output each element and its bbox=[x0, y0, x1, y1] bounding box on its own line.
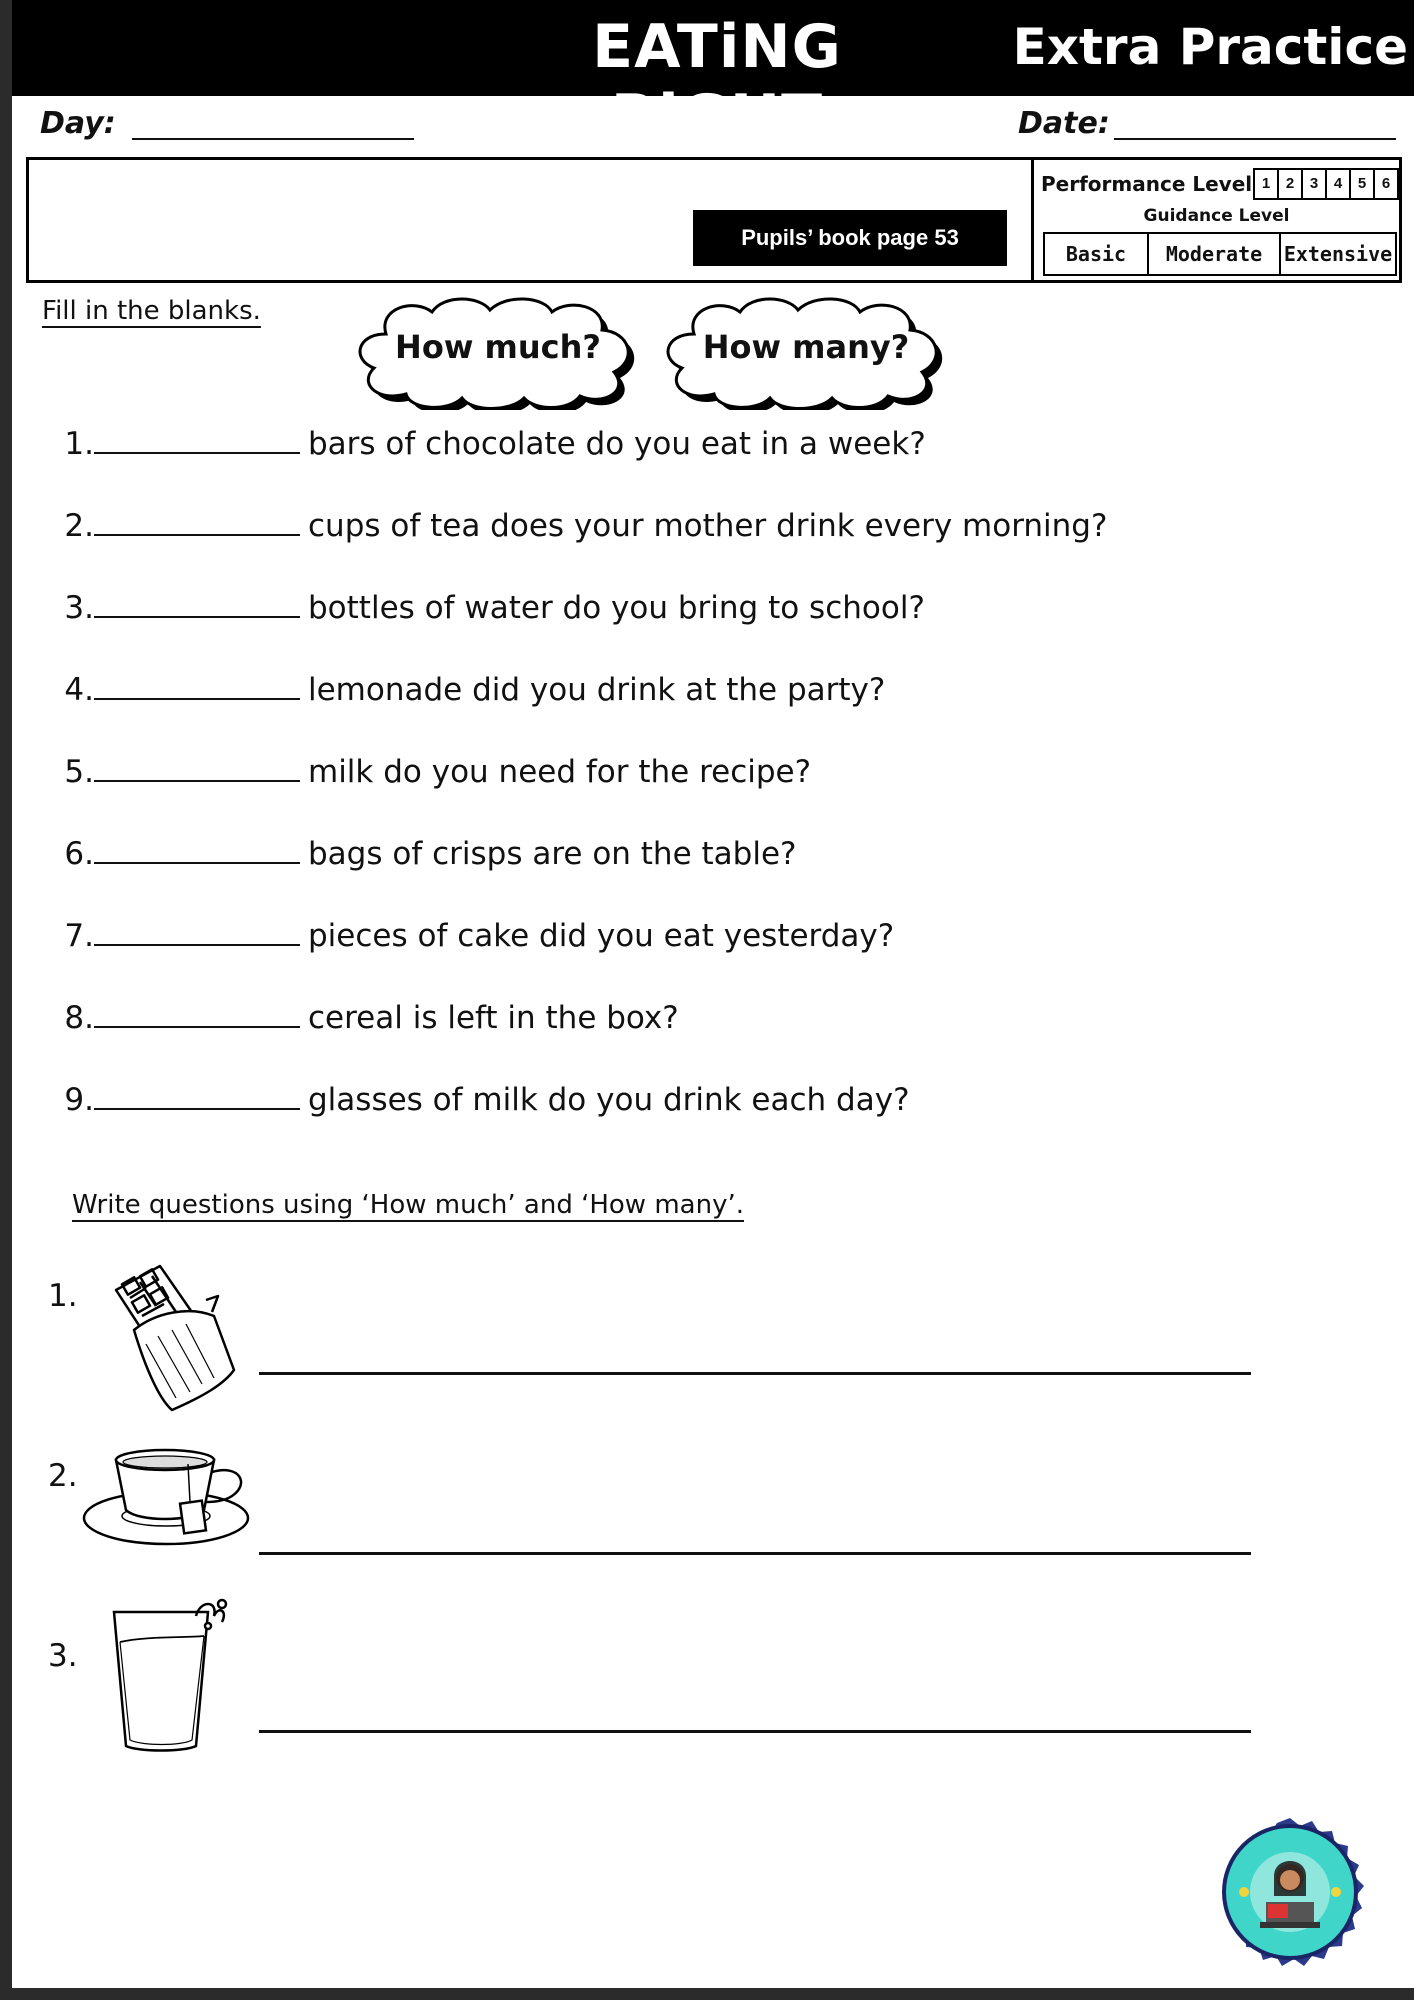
answer-line-1[interactable] bbox=[259, 1372, 1251, 1375]
guidance-level-label: Guidance Level bbox=[1143, 206, 1290, 226]
performance-level-4[interactable]: 4 bbox=[1327, 170, 1351, 198]
answer-line-3[interactable] bbox=[259, 1730, 1251, 1733]
performance-level-2[interactable]: 2 bbox=[1279, 170, 1303, 198]
cloud-how-many bbox=[656, 294, 956, 410]
cloud-how-much-label: How much? bbox=[395, 328, 601, 366]
date-label: Date: bbox=[1018, 106, 1110, 141]
question-number: 1. bbox=[64, 426, 94, 462]
question-number: 9. bbox=[64, 1082, 94, 1118]
write-item-number-1: 1. bbox=[48, 1278, 78, 1314]
question-number: 2. bbox=[64, 508, 94, 544]
question-text: milk do you need for the recipe? bbox=[308, 754, 812, 790]
cloud-how-many-label: How many? bbox=[702, 328, 910, 366]
answer-blank[interactable] bbox=[94, 832, 300, 864]
info-box bbox=[26, 157, 1402, 283]
worksheet-title: EATiNG RiGHT bbox=[592, 12, 842, 152]
day-label: Day: bbox=[40, 106, 116, 141]
book-page-badge: Pupils’ book page 53 bbox=[693, 210, 1007, 266]
answer-blank[interactable] bbox=[94, 1078, 300, 1110]
question-number: 6. bbox=[64, 836, 94, 872]
question-number: 5. bbox=[64, 754, 94, 790]
answer-blank[interactable] bbox=[94, 996, 300, 1028]
fill-blanks-instruction: Fill in the blanks. bbox=[42, 296, 261, 326]
answer-line-2[interactable] bbox=[259, 1552, 1251, 1555]
performance-level-boxes bbox=[1253, 168, 1399, 200]
question-text: pieces of cake did you eat yesterday? bbox=[308, 918, 895, 954]
write-questions-instruction: Write questions using ‘How much’ and ‘How many’. bbox=[72, 1190, 744, 1220]
question-1 bbox=[62, 422, 926, 462]
answer-blank[interactable] bbox=[94, 750, 300, 782]
question-text: cups of tea does your mother drink every morning? bbox=[308, 508, 1108, 544]
day-line bbox=[132, 138, 414, 140]
answer-blank[interactable] bbox=[94, 914, 300, 946]
question-text: bags of crisps are on the table? bbox=[308, 836, 797, 872]
question-text: bottles of water do you bring to school? bbox=[308, 590, 925, 626]
question-4 bbox=[62, 668, 885, 708]
date-line bbox=[1114, 138, 1396, 140]
worksheet-page bbox=[12, 0, 1414, 1988]
question-6 bbox=[62, 832, 796, 872]
question-number: 4. bbox=[64, 672, 94, 708]
question-text: cereal is left in the box? bbox=[308, 1000, 679, 1036]
worksheet-subtitle: Extra Practice bbox=[1012, 18, 1408, 76]
answer-blank[interactable] bbox=[94, 668, 300, 700]
guidance-extensive[interactable]: Extensive bbox=[1283, 242, 1393, 266]
question-text: glasses of milk do you drink each day? bbox=[308, 1082, 910, 1118]
question-3 bbox=[62, 586, 925, 626]
answer-blank[interactable] bbox=[94, 586, 300, 618]
question-7 bbox=[62, 914, 894, 954]
teacup-icon bbox=[82, 1440, 268, 1556]
question-text: bars of chocolate do you eat in a week? bbox=[308, 426, 926, 462]
question-2 bbox=[62, 504, 1107, 544]
guidance-level-options bbox=[1043, 232, 1397, 276]
performance-level-6[interactable]: 6 bbox=[1381, 175, 1391, 192]
question-5 bbox=[62, 750, 811, 790]
performance-level-5[interactable]: 5 bbox=[1351, 170, 1375, 198]
cloud-how-much bbox=[348, 294, 648, 410]
question-8 bbox=[62, 996, 679, 1036]
question-number: 3. bbox=[64, 590, 94, 626]
chocolate-bar-icon bbox=[106, 1260, 252, 1416]
guidance-basic[interactable]: Basic bbox=[1045, 234, 1149, 274]
question-9 bbox=[62, 1078, 910, 1118]
question-number: 7. bbox=[64, 918, 94, 954]
teacher-assha-logo bbox=[1204, 1806, 1376, 1978]
write-item-number-3: 3. bbox=[48, 1638, 78, 1674]
answer-blank[interactable] bbox=[94, 422, 300, 454]
question-text: lemonade did you drink at the party? bbox=[308, 672, 886, 708]
answer-blank[interactable] bbox=[94, 504, 300, 536]
guidance-moderate[interactable]: Moderate bbox=[1149, 234, 1281, 274]
performance-level-label: Performance Level bbox=[1041, 172, 1253, 196]
performance-level-1[interactable]: 1 bbox=[1255, 170, 1279, 198]
milk-glass-icon bbox=[104, 1596, 260, 1758]
performance-level-3[interactable]: 3 bbox=[1303, 170, 1327, 198]
write-item-number-2: 2. bbox=[48, 1458, 78, 1494]
question-number: 8. bbox=[64, 1000, 94, 1036]
